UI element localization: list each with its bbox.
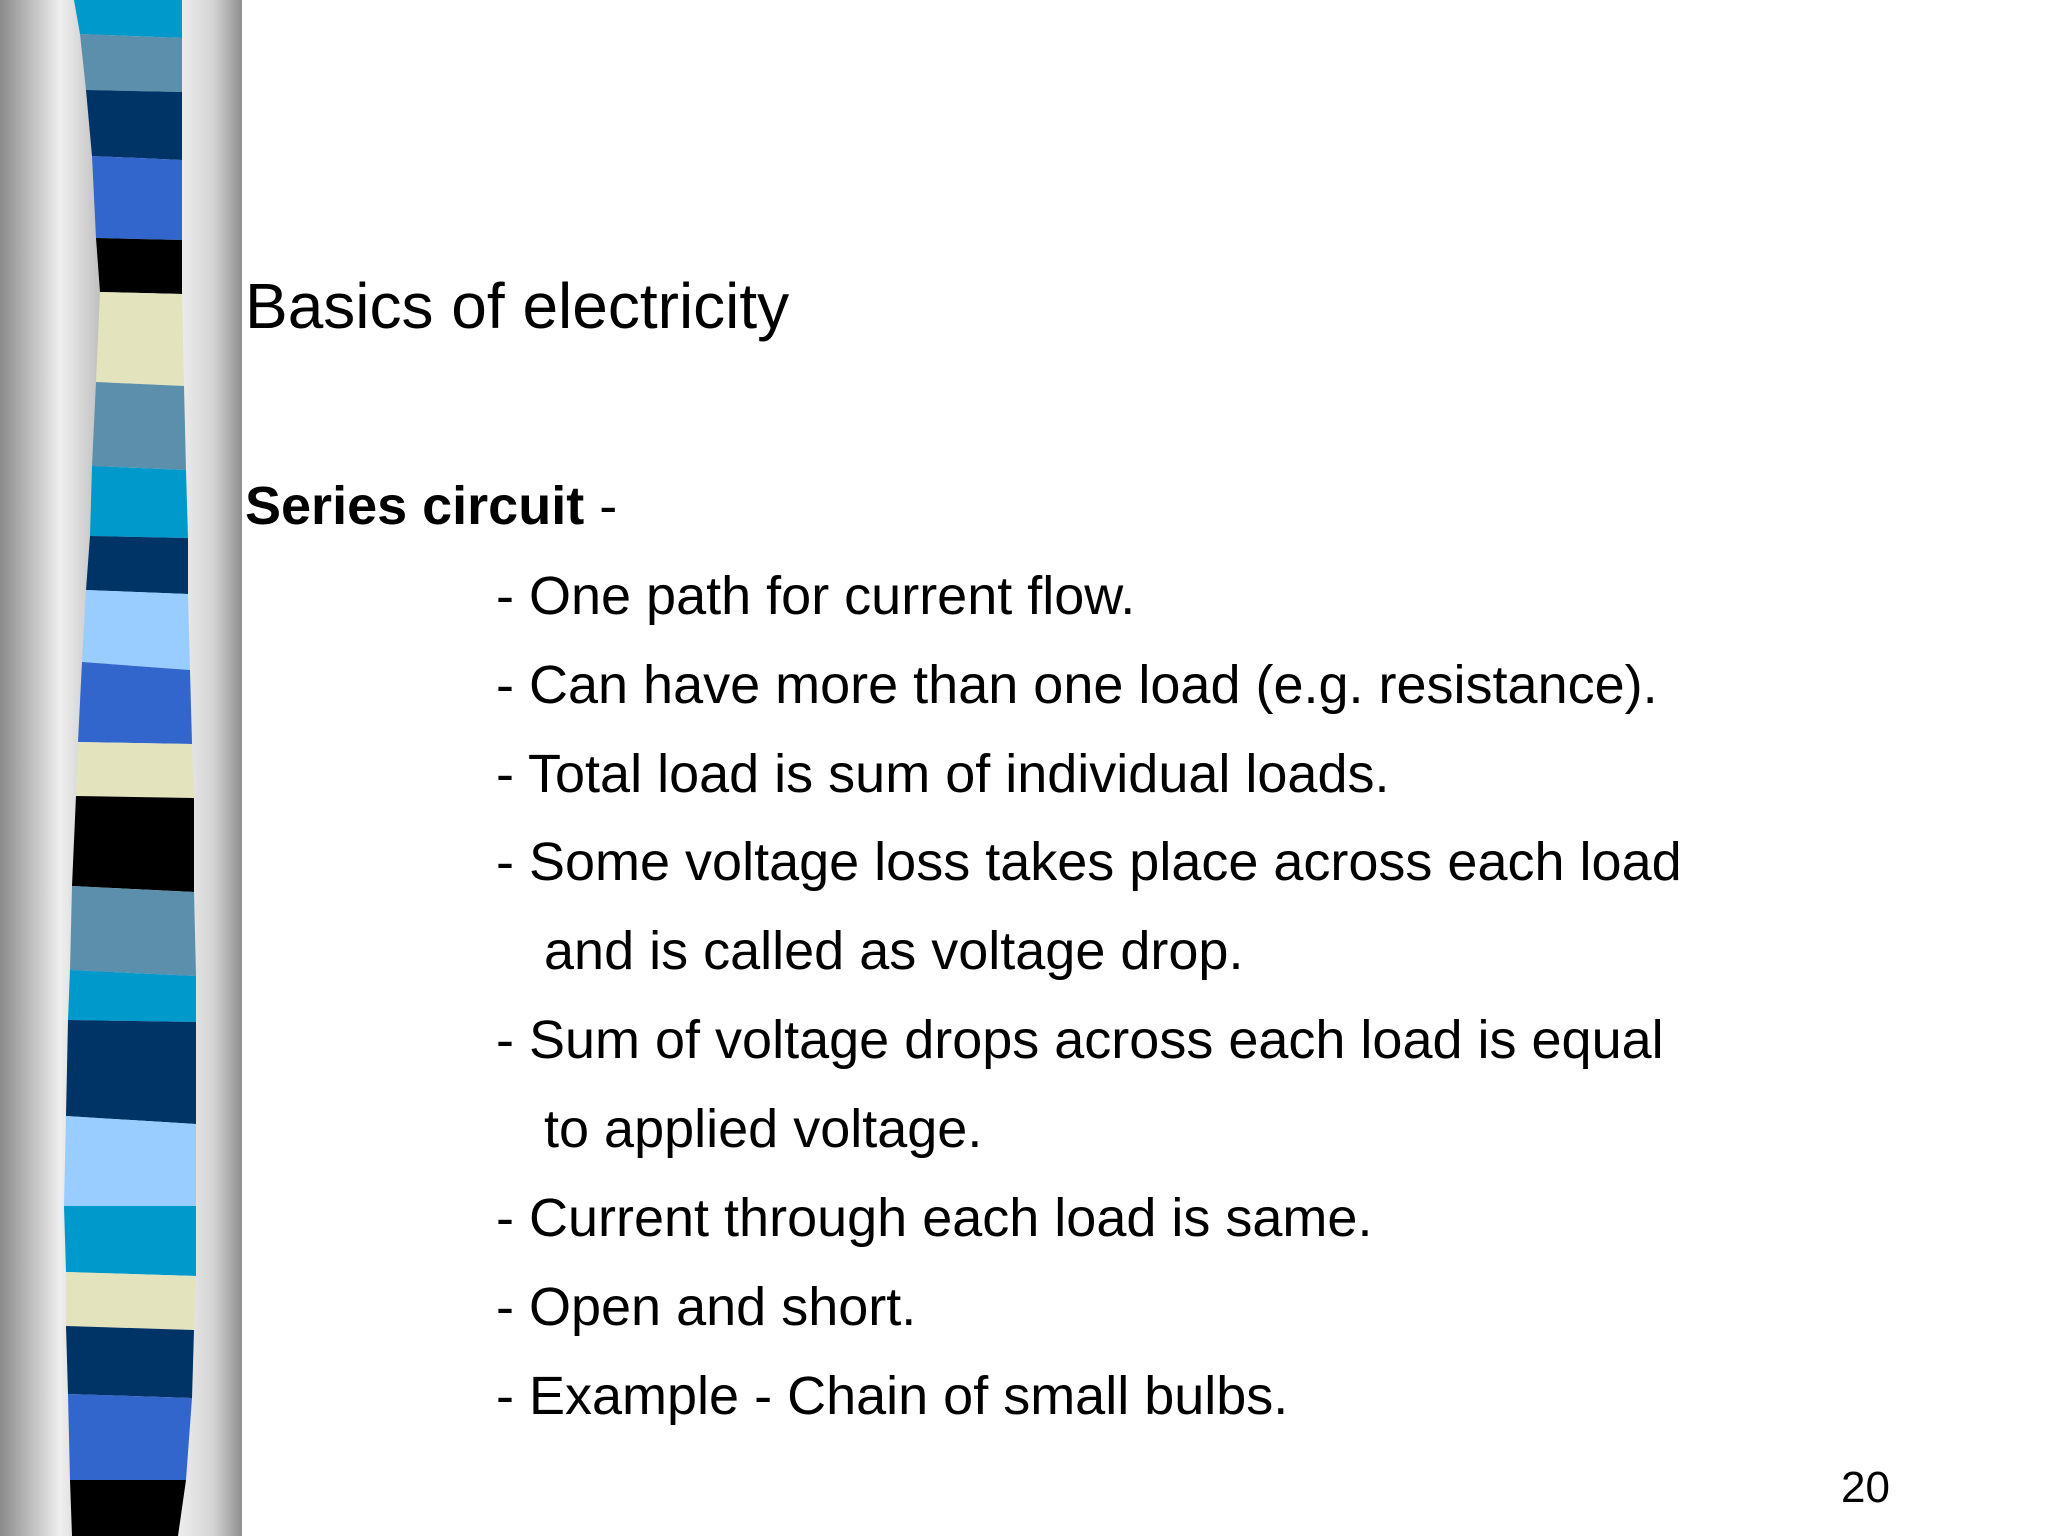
sidebar-stripe: [68, 1394, 192, 1480]
sidebar-stripe: [70, 886, 196, 976]
bullet-line: - Current through each load is same.: [496, 1188, 1373, 1248]
sidebar-stripe: [96, 238, 182, 294]
sidebar-stripe: [70, 1480, 186, 1536]
bullet-line: - Sum of voltage drops across each load is equal: [496, 1010, 1664, 1070]
sidebar-stripe: [74, 0, 182, 38]
sidebar-stripe: [90, 466, 188, 538]
bullet-line: - Open and short.: [496, 1277, 917, 1337]
sidebar-stripe: [96, 292, 184, 386]
sidebar-stripe: [66, 1272, 196, 1330]
bullet-line: - Total load is sum of individual loads.: [496, 744, 1390, 804]
bullet-line: - Can have more than one load (e.g. resistance).: [496, 655, 1658, 715]
sidebar-stripe: [92, 382, 186, 470]
section-heading-bold: Series circuit: [245, 476, 585, 536]
sidebar-stripe: [64, 1206, 196, 1276]
sidebar-stripe: [66, 1326, 194, 1398]
bullet-line: - Some voltage loss takes place across each load: [496, 832, 1682, 892]
sidebar-stripe: [92, 156, 182, 240]
bullet-line: - Example - Chain of small bulbs.: [496, 1366, 1289, 1426]
sidebar-stripe: [76, 742, 194, 798]
sidebar-stripe: [64, 1116, 196, 1206]
bullet-line-continuation: to applied voltage.: [544, 1099, 983, 1159]
section-heading: [245, 470, 617, 542]
sidebar-stripe: [68, 970, 196, 1022]
sidebar-stripe: [82, 590, 190, 670]
sidebar-stripe: [72, 796, 194, 892]
page-number: 20: [1841, 1463, 1890, 1512]
bullet-line: - One path for current flow.: [496, 566, 1136, 626]
sidebar-stripe: [66, 1020, 196, 1124]
decorative-sidebar: [0, 0, 242, 1536]
sidebar-stripe: [86, 536, 188, 594]
bullet-line-continuation: and is called as voltage drop.: [544, 921, 1244, 981]
sidebar-stripe: [78, 662, 192, 744]
sidebar-stripe: [80, 34, 182, 92]
slide-title: Basics of electricity: [245, 270, 790, 342]
sidebar-stripe: [86, 90, 182, 160]
section-heading-dash: -: [584, 476, 618, 536]
